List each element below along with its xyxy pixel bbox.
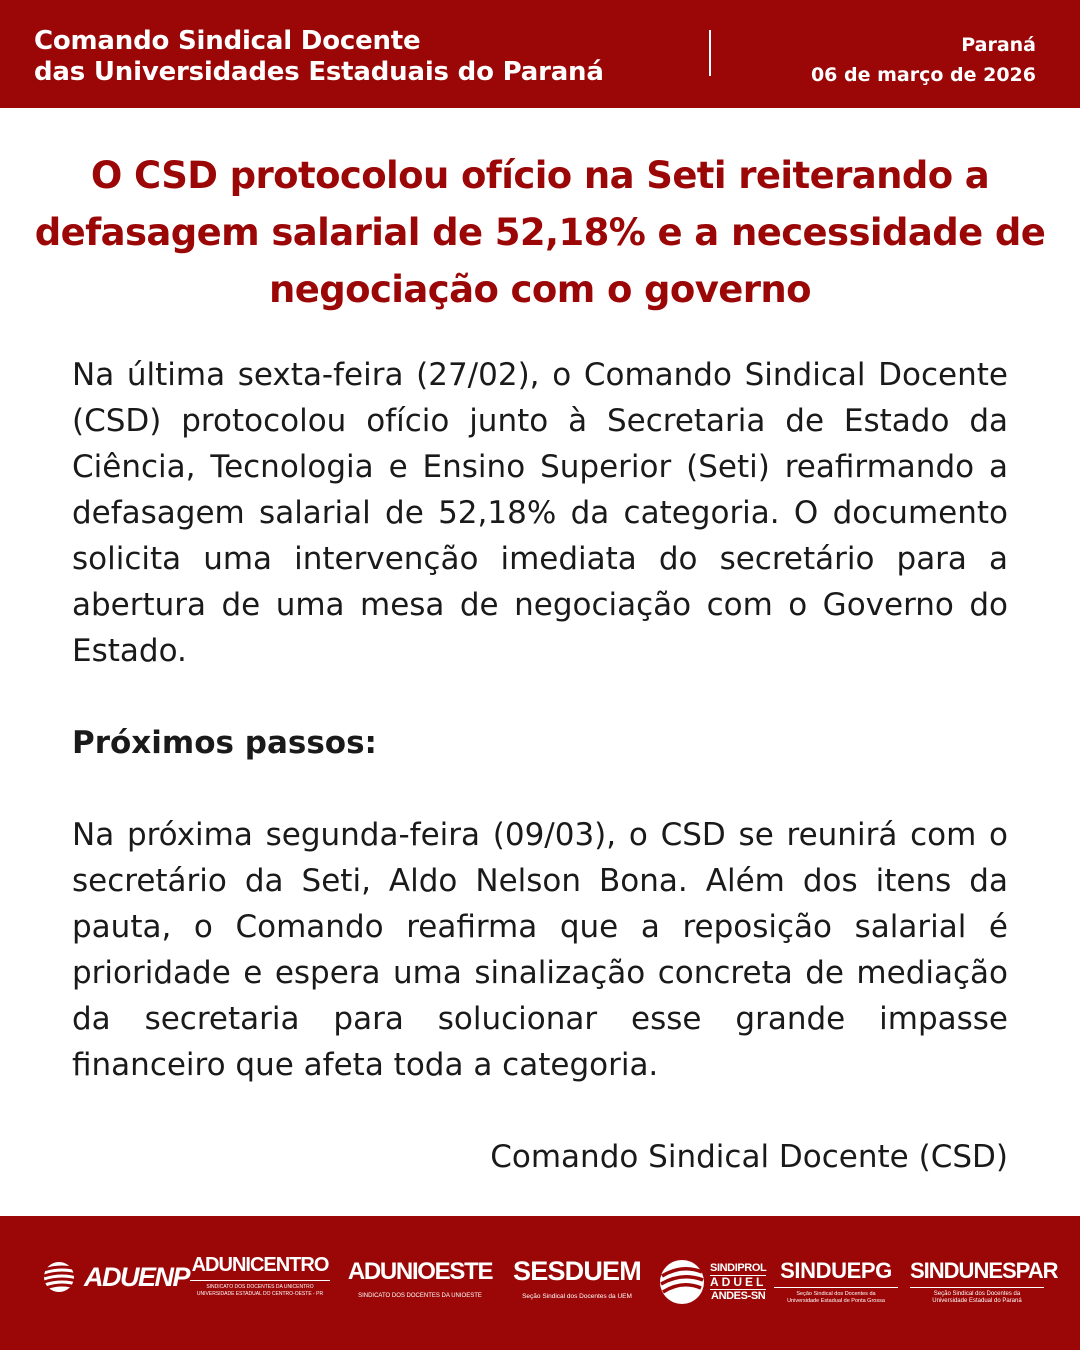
logo-sesduem-subtitle: Seção Sindical dos Docentes da UEM — [522, 1293, 632, 1300]
organization-name — [34, 26, 604, 88]
date-label: 06 de março de 2026 — [810, 64, 1036, 86]
header-bar — [0, 0, 1080, 108]
logo-adunicentro-subtitle-1: SINDICATO DOS DOCENTES DA UNICENTRO — [206, 1284, 314, 1290]
aduenp-wave-icon — [42, 1260, 82, 1294]
location-label: Paraná — [961, 34, 1036, 56]
logo-adunicentro — [190, 1254, 330, 1298]
paragraph-2: Na próxima segunda-feira (09/03), o CSD se reunirá com o secretário da Seti, Aldo Nelson Bona. Além dos itens da pauta, o Comando reafirma que a reposição salarial é prioridade e espera uma sinalização concreta de mediação da secretaria para solucionar esse grande impasse financeiro que afeta toda a categoria. — [72, 817, 1008, 1083]
logo-sinduepg-name: SINDUEPG — [780, 1258, 892, 1283]
org-name-line2: das Universidades Estaduais do Paraná — [34, 57, 604, 87]
org-name-line1: Comando Sindical Docente — [34, 26, 421, 56]
signature: Comando Sindical Docente (CSD) — [490, 1139, 1008, 1175]
logo-sindiprol-name: SINDIPROL — [710, 1261, 767, 1274]
article-body — [72, 352, 1008, 1088]
logo-adunioeste-subtitle: SINDICATO DOS DOCENTES DA UNIOESTE — [358, 1293, 482, 1299]
header-meta — [811, 30, 1036, 90]
logo-sesduem-name: SESDUEM — [513, 1256, 641, 1286]
header-divider — [709, 30, 711, 76]
logo-sindunespar — [910, 1258, 1058, 1305]
logo-sesduem — [508, 1256, 646, 1301]
logo-sinduepg — [774, 1258, 898, 1305]
logo-adunioeste — [344, 1258, 496, 1300]
logo-aduenp-name: ADUENP — [84, 1261, 190, 1292]
footer-logos-bar — [0, 1216, 1080, 1350]
logo-sindunespar-name: SINDUNESPAR — [910, 1258, 1058, 1283]
logo-sindunespar-subtitle-1: Seção Sindical dos Docentes da — [933, 1291, 1021, 1297]
subheading-next-steps: Próximos passos: — [72, 725, 377, 761]
article-title: O CSD protocolou ofício na Seti reiterando a defasagem salarial de 52,18% e a necessidade de negociação com o governo — [34, 154, 1046, 311]
logo-sinduepg-subtitle-2: Universidade Estadual de Ponta Grossa — [787, 1298, 885, 1304]
logo-adunicentro-name: ADUNICENTRO — [191, 1254, 329, 1276]
sindiprol-wave-icon — [658, 1258, 706, 1306]
logo-adunicentro-subtitle-2: UNIVERSIDADE ESTADUAL DO CENTRO-OESTE - PR — [196, 1291, 324, 1297]
logo-andes-sn-name: ANDES-SN — [711, 1289, 766, 1302]
logo-aduenp — [42, 1260, 189, 1294]
paragraph-1: Na última sexta-feira (27/02), o Comando Sindical Docente (CSD) protocolou ofício junto à Secretaria de Estado da Ciência, Tecnologia e Ensino Superior (Seti) reafirmando a defasagem salarial de 52,18% da categoria. O documento solicita uma intervenção imediata do secretário para a abertura de uma mesa de negociação com o Governo do Estado. — [72, 357, 1008, 669]
logo-sindiprol-aduel — [658, 1258, 766, 1306]
logo-adunioeste-name: ADUNIOESTE — [347, 1258, 493, 1285]
logo-sindunespar-subtitle-2: Universidade Estadual do Paraná — [932, 1298, 1022, 1304]
logo-aduel-name: ADUEL — [710, 1274, 767, 1289]
logo-sinduepg-subtitle-1: Seção Sindical dos Docentes da — [796, 1291, 876, 1297]
